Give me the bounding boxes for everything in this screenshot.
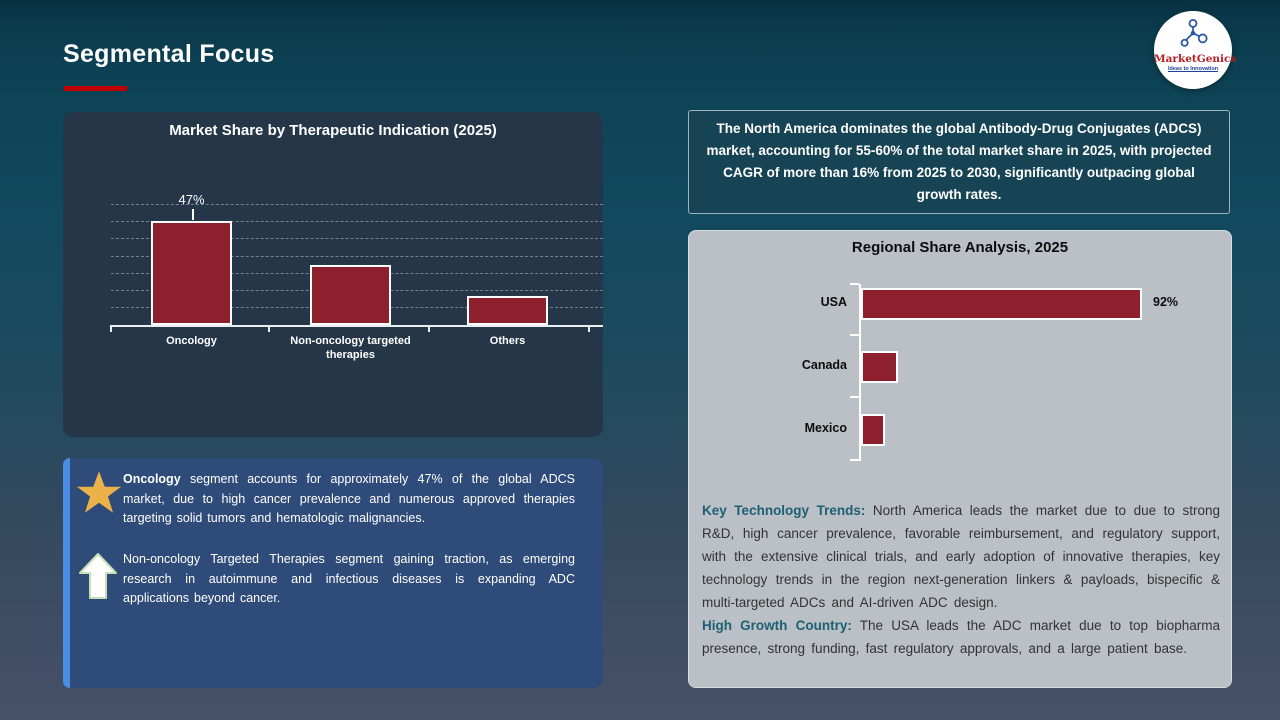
- axis-tick: [850, 334, 859, 336]
- bar-mexico: [861, 414, 885, 446]
- regional-chart-title: Regional Share Analysis, 2025: [851, 239, 1069, 256]
- data-label-leader: [192, 209, 194, 220]
- x-axis: [110, 325, 603, 327]
- key-technology-trends-note: [702, 499, 1220, 614]
- category-label: Others: [489, 335, 526, 347]
- insights-panel: [63, 458, 603, 688]
- regional-panel: [688, 230, 1232, 688]
- insight-oncology-lead: Oncology: [123, 472, 181, 486]
- category-label: Canada: [801, 358, 847, 372]
- insight-non-oncology-text: Non-oncology Targeted Therapies segment gaining traction, as emerging research in autoimmune and infectious diseases is expanding ADC applications beyond cancer.: [123, 552, 575, 605]
- logo-brand: MarketGenics: [1154, 53, 1237, 65]
- bar-usa: [861, 288, 1142, 320]
- page-title: Segmental Focus: [63, 40, 275, 68]
- insight-oncology: [123, 470, 575, 529]
- accent-stripe: [63, 458, 70, 688]
- north-america-highlight-box: [688, 110, 1230, 214]
- regional-notes: [702, 499, 1220, 660]
- insight-non-oncology: [123, 550, 575, 609]
- category-label: Oncology: [166, 335, 217, 347]
- axis-tick: [850, 459, 859, 461]
- high-growth-country-text: The USA leads the ADC market due to top biopharma presence, strong funding, fast regulatory approvals, and a large patient base.: [702, 618, 1220, 656]
- key-technology-trends-label: Key Technology Trends:: [702, 503, 866, 518]
- value-label: 92%: [1153, 295, 1179, 309]
- axis-tick: [428, 325, 430, 332]
- category-label: USA: [820, 295, 847, 309]
- data-label: 47%: [178, 192, 205, 207]
- axis-tick: [850, 283, 859, 285]
- insight-oncology-text: segment accounts for approximately 47% of the global ADCS market, due to high cancer prevalence and numerous approved therapies targeting solid tumors and hematologic malignancies.: [123, 472, 575, 525]
- logo: [1154, 11, 1237, 89]
- axis-tick: [110, 325, 112, 332]
- molecule-icon: [1175, 19, 1211, 49]
- up-arrow-icon: [78, 552, 118, 600]
- indication-chart-title: Market Share by Therapeutic Indication (2025): [169, 122, 497, 139]
- bar-oncology: [151, 221, 232, 325]
- indication-chart: [63, 112, 603, 437]
- high-growth-country-note: [702, 614, 1220, 660]
- logo-tagline: Ideas to Innovation: [1167, 66, 1219, 72]
- indication-chart-panel: [63, 112, 603, 437]
- axis-tick: [850, 396, 859, 398]
- bar-non-oncology-targeted-therapies: [310, 265, 391, 325]
- star-icon: [76, 470, 122, 515]
- highlight-text: The North America dominates the global Antibody-Drug Conjugates (ADCS) market, accounting for 55-60% of the total market share in 2025, with projected CAGR of more than 16% from 2025 to 2030, significantly outpacing global growth rates.: [706, 121, 1212, 202]
- axis-tick: [588, 325, 590, 332]
- key-technology-trends-text: North America leads the market due to due to strong R&D, high cancer prevalence, favorable reimbursement, and regulatory support, with the extensive clinical trials, and early adoption of innovative therapies, key technology trends in the region next-generation linkers & payloads, bispecific & multi-targeted ADCs and AI-driven ADC design.: [702, 503, 1220, 610]
- high-growth-country-label: High Growth Country:: [702, 618, 852, 633]
- category-label: Non-oncology targeted therapies: [290, 335, 411, 361]
- title-underline: [64, 86, 127, 91]
- bar-canada: [861, 351, 898, 383]
- axis-tick: [268, 325, 270, 332]
- category-label: Mexico: [804, 421, 847, 435]
- bar-others: [467, 296, 548, 325]
